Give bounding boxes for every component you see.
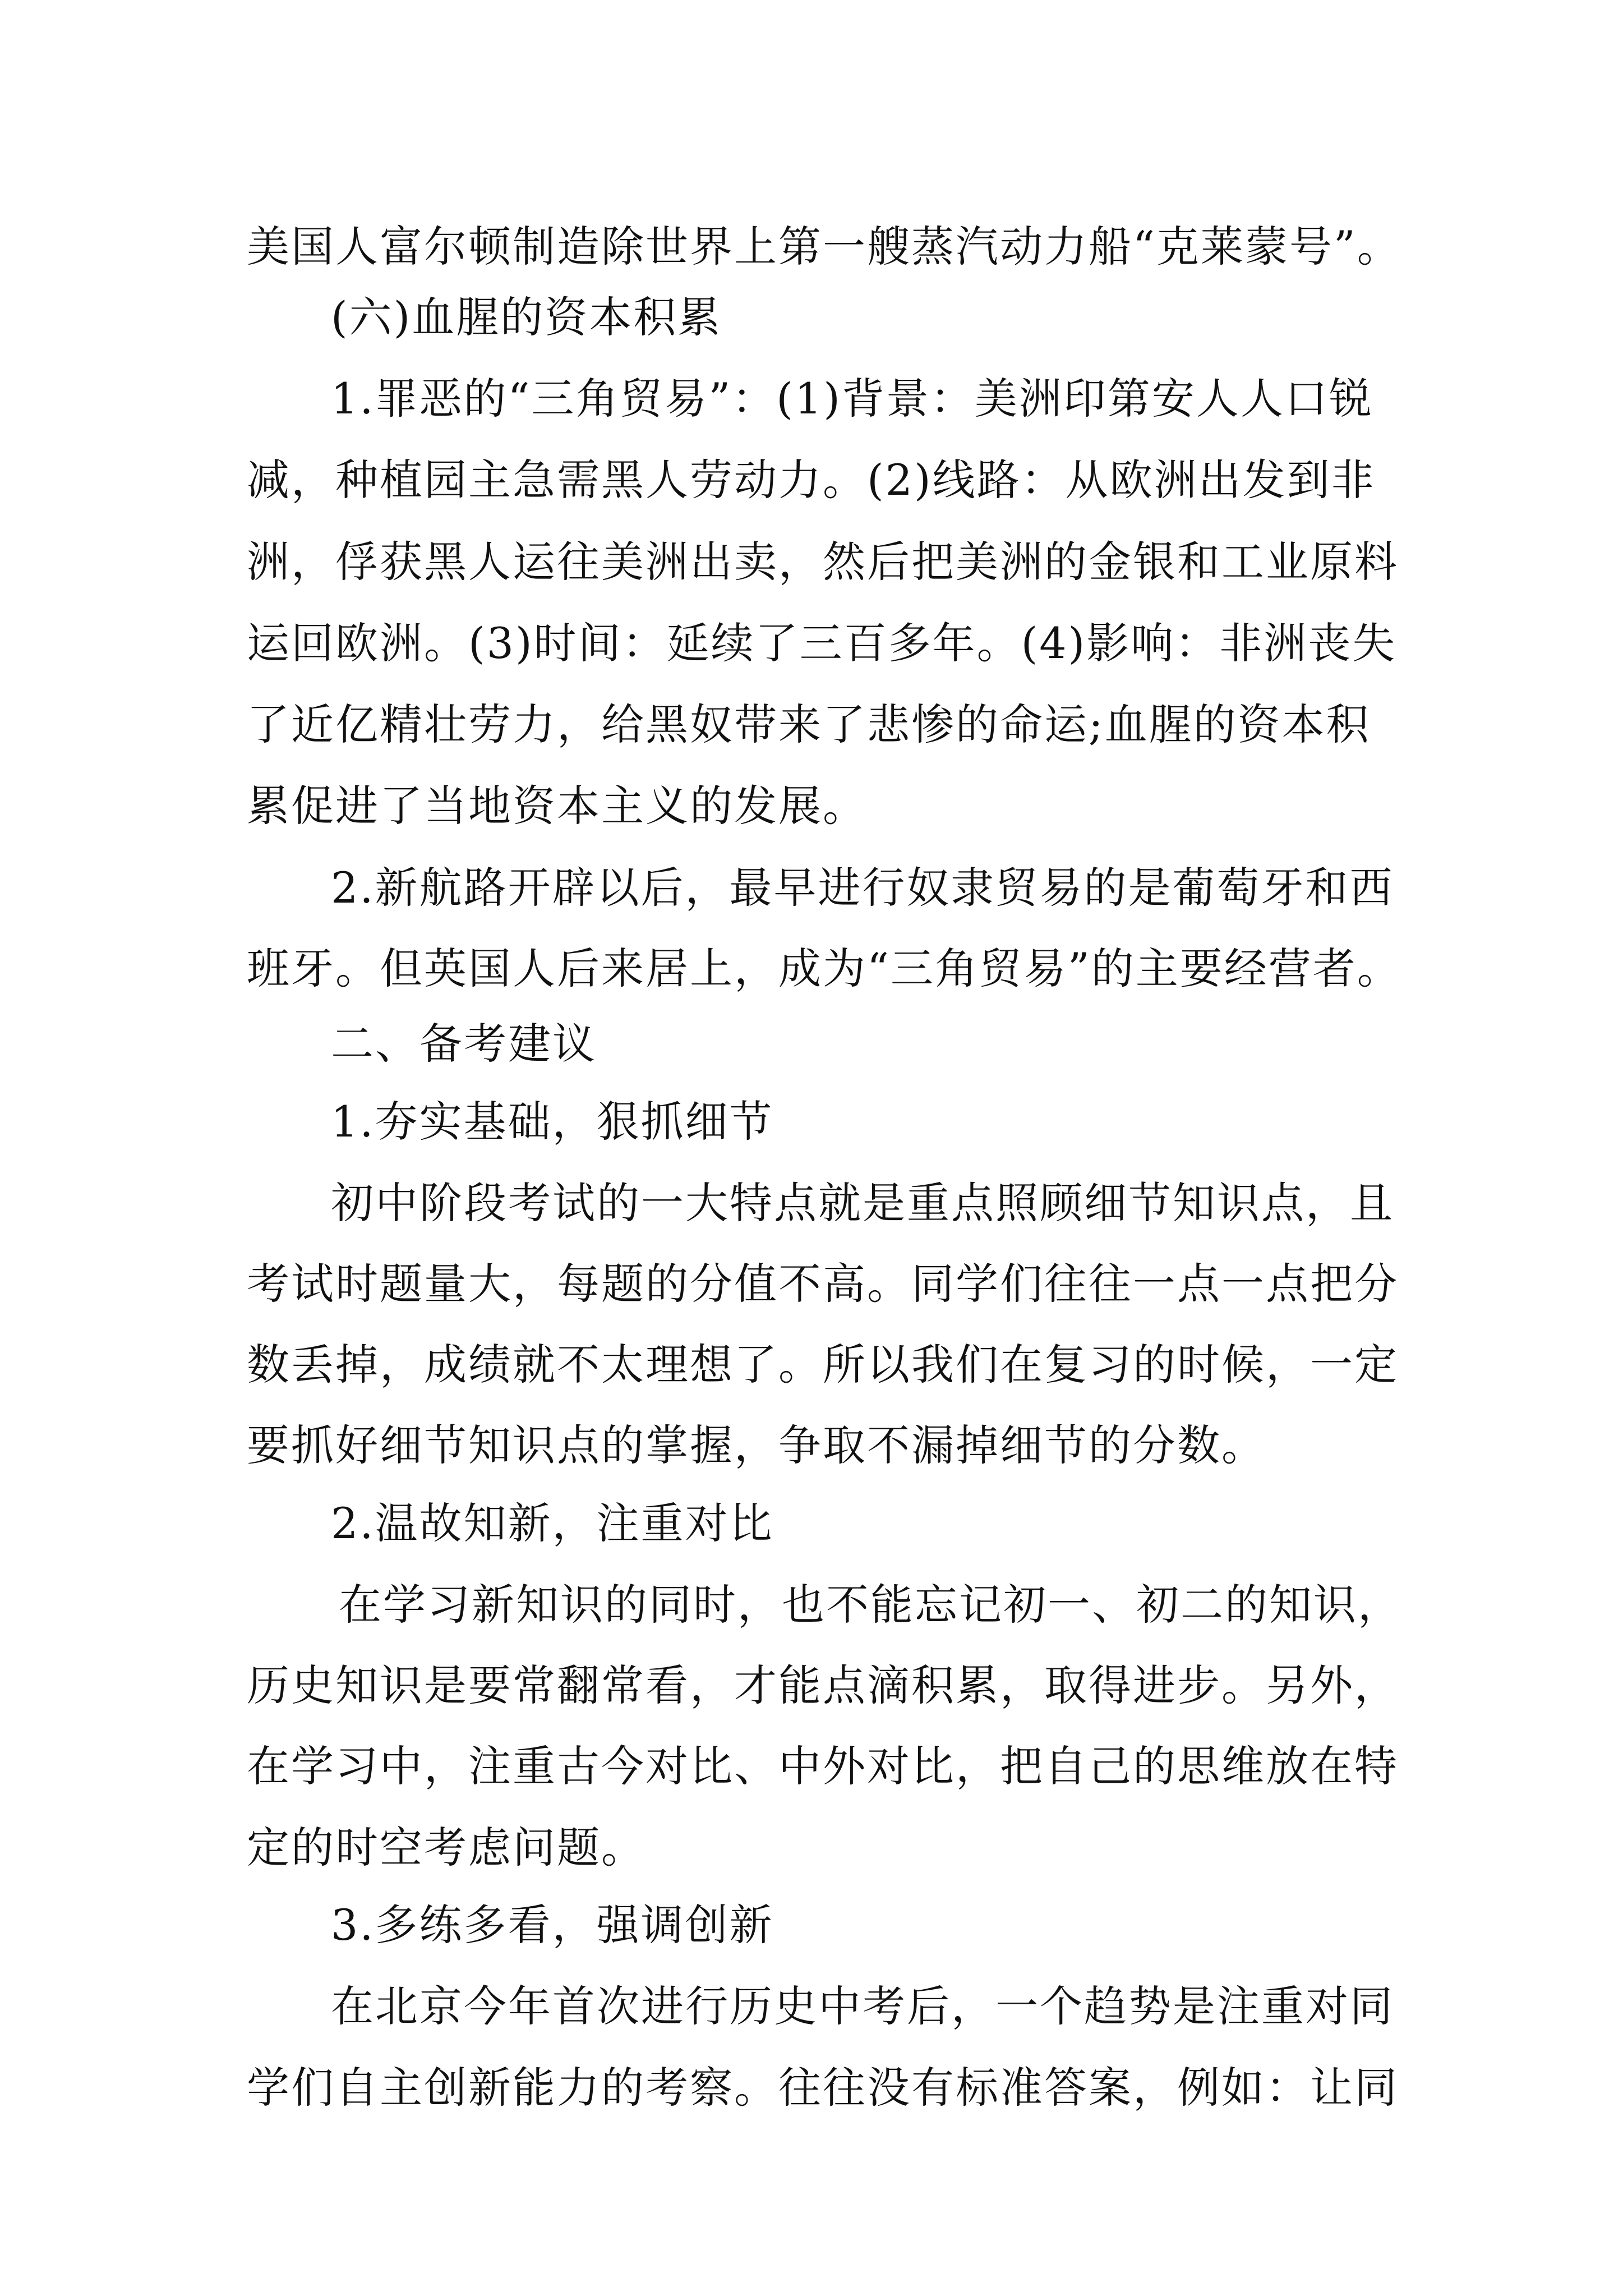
paragraph-line: 运回欧洲。(3)时间：延续了三百多年。(4)影响：非洲丧失 <box>247 618 1397 668</box>
paragraph-line: 在学习中，注重古今对比、中外对比，把自己的思维放在特 <box>247 1741 1399 1791</box>
subsection-heading: 2.温故知新，注重对比 <box>331 1498 774 1548</box>
paragraph-line: 在北京今年首次进行历史中考后，一个趋势是注重对同 <box>331 1981 1394 2031</box>
paragraph-line: 学们自主创新能力的考察。往往没有标准答案，例如：让同 <box>247 2063 1399 2113</box>
paragraph-line: 考试时题量大，每题的分值不高。同学们往往一点一点把分 <box>247 1259 1399 1309</box>
paragraph-line: 1.罪恶的“三角贸易”：(1)背景：美洲印第安人人口锐 <box>331 374 1373 424</box>
subsection-heading: 1.夯实基础，狠抓细节 <box>331 1097 774 1147</box>
paragraph-line: 历史知识是要常翻常看，才能点滴积累，取得进步。另外， <box>247 1660 1399 1710</box>
paragraph-line: 初中阶段考试的一大特点就是重点照顾细节知识点，且 <box>331 1178 1394 1228</box>
paragraph-line: 在学习新知识的同时，也不能忘记初一、初二的知识， <box>339 1580 1402 1630</box>
text-line: 美国人富尔顿制造除世界上第一艘蒸汽动力船“克莱蒙号”。 <box>247 222 1401 272</box>
paragraph-line: 数丢掉，成绩就不太理想了。所以我们在复习的时候，一定 <box>247 1340 1399 1389</box>
paragraph-line: 班牙。但英国人后来居上，成为“三角贸易”的主要经营者。 <box>247 944 1401 993</box>
subsection-heading: 3.多练多看，强调创新 <box>331 1900 774 1950</box>
paragraph-line: 了近亿精壮劳力，给黑奴带来了悲惨的命运;血腥的资本积 <box>247 700 1371 749</box>
paragraph-line: 减，种植园主急需黑人劳动力。(2)线路：从欧洲出发到非 <box>247 455 1376 505</box>
section-heading: 二、备考建议 <box>331 1019 597 1069</box>
paragraph-line: 要抓好细节知识点的掌握，争取不漏掉细节的分数。 <box>247 1420 1266 1470</box>
paragraph-line: 定的时空考虑问题。 <box>247 1823 645 1872</box>
paragraph-line: 洲，俘获黑人运往美洲出卖，然后把美洲的金银和工业原料 <box>247 537 1399 587</box>
paragraph-line: 累促进了当地资本主义的发展。 <box>247 781 867 831</box>
paragraph-line: 2.新航路开辟以后，最早进行奴隶贸易的是葡萄牙和西 <box>331 863 1394 913</box>
section-heading: (六)血腥的资本积累 <box>331 292 722 342</box>
